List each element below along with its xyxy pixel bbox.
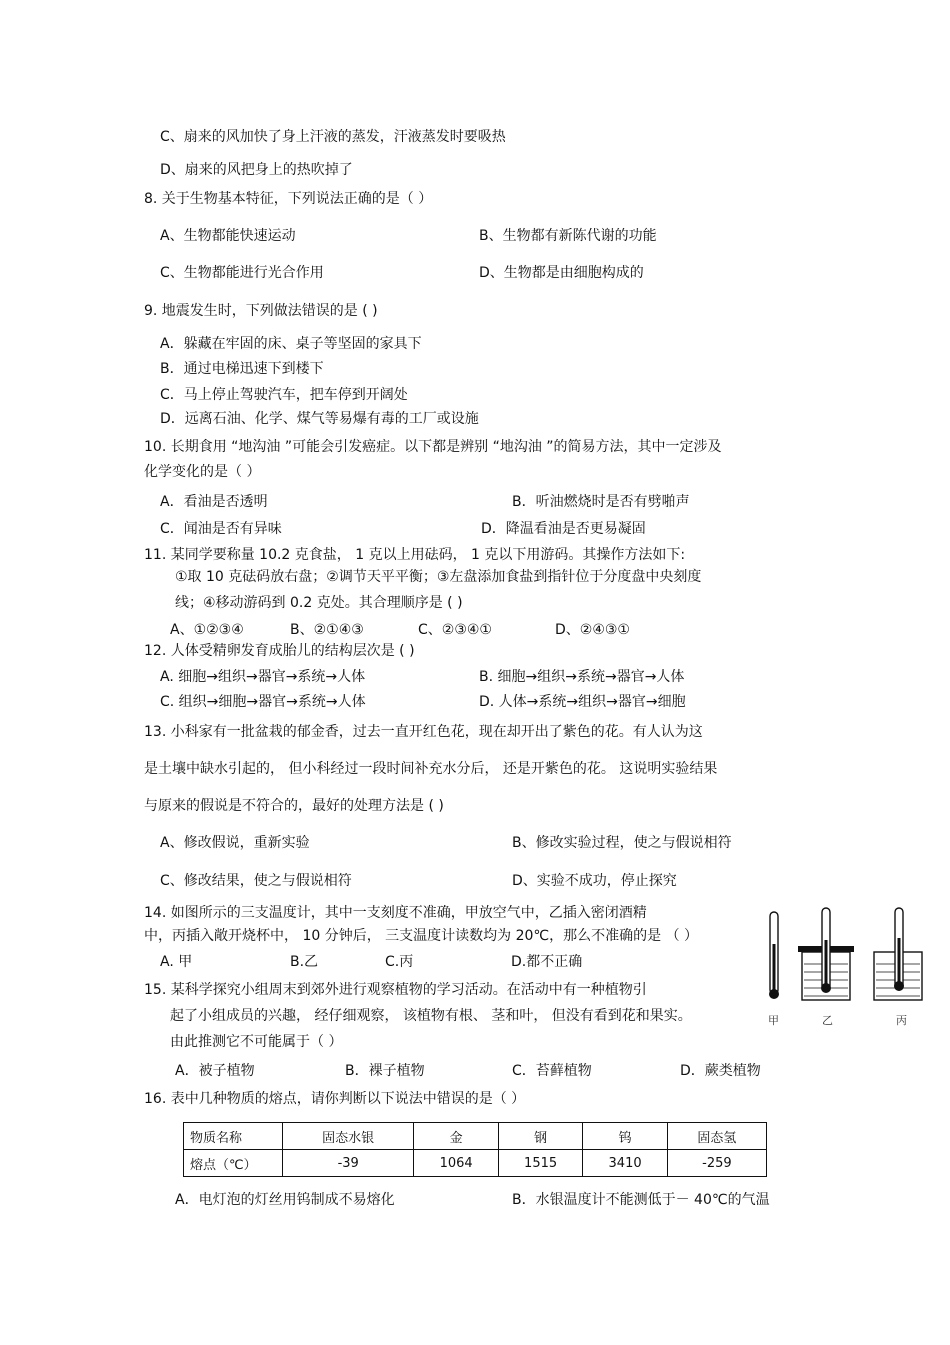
table-header-cell: 固态水银 (283, 1123, 414, 1150)
q11-option-d: D、②④③① (555, 622, 630, 638)
q13-stem-line1: 13. 小科家有一批盆栽的郁金香，过去一直开红色花，现在却开出了紫色的花。有人认为这 (144, 724, 703, 740)
q15-stem-line2: 起了小组成员的兴趣， 经仔细观察， 该植物有根、 茎和叶， 但没有看到花和果实。 (170, 1008, 692, 1024)
q8-option-d: D、生物都是由细胞构成的 (479, 265, 644, 281)
q12-option-d: D. 人体→系统→组织→器官→细胞 (479, 694, 686, 710)
q14-stem-line2: 中，丙插入敞开烧杯中， 10 分钟后， 三支温度计读数均为 20℃，那么不准确的是 （ ） (144, 928, 699, 944)
q16-option-b: B．水银温度计不能测低于－ 40℃的气温 (512, 1192, 770, 1208)
q10-option-c: C．闻油是否有异味 (160, 521, 282, 537)
q13-option-c: C、修改结果，使之与假说相符 (160, 873, 352, 889)
q13-option-d: D、实验不成功，停止探究 (512, 873, 677, 889)
q9-option-b: B．通过电梯迅速下到楼下 (160, 361, 324, 377)
q10-option-a: A．看油是否透明 (160, 494, 268, 510)
q9-option-a: A．躲藏在牢固的床、桌子等坚固的家具下 (160, 336, 422, 352)
q12-option-b: B. 细胞→组织→系统→器官→人体 (479, 669, 685, 685)
q14-option-a: A. 甲 (160, 954, 193, 970)
q11-stem-line3: 线；④移动游码到 0.2 克处。其合理顺序是 ( ) (175, 595, 463, 611)
q13-option-a: A、修改假说，重新实验 (160, 835, 310, 851)
table-header-cell: 金 (414, 1123, 498, 1150)
table-row (184, 1150, 767, 1177)
q8-option-c: C、生物都能进行光合作用 (160, 265, 324, 281)
table-header-cell: 钨 (583, 1123, 667, 1150)
thermometer-yi (798, 908, 854, 1000)
q13-option-b: B、修改实验过程，使之与假说相符 (512, 835, 732, 851)
melting-point-table (183, 1122, 767, 1177)
q14-option-d: D.都不正确 (511, 954, 583, 970)
q14-option-c: C.丙 (385, 954, 414, 970)
table-cell: -259 (667, 1150, 766, 1177)
q12-option-c: C. 组织→细胞→器官→系统→人体 (160, 694, 366, 710)
table-header-cell: 固态氢 (667, 1123, 766, 1150)
q11-option-c: C、②③④① (418, 622, 492, 638)
q10-option-d: D．降温看油是否更易凝固 (481, 521, 646, 537)
thermometer-bing (874, 908, 922, 1000)
fig-label-jia: 甲 (768, 1014, 779, 1027)
q15-option-d: D．蕨类植物 (680, 1063, 761, 1079)
table-cell: -39 (283, 1150, 414, 1177)
q10-stem-line2: 化学变化的是（ ） (144, 464, 261, 480)
thermometer-jia (769, 912, 779, 999)
q7-option-d: D、扇来的风把身上的热吹掉了 (160, 162, 353, 178)
q15-stem-line1: 15. 某科学探究小组周末到郊外进行观察植物的学习活动。在活动中有一种植物引 (144, 982, 647, 998)
table-header-cell: 物质名称 (184, 1123, 283, 1150)
q14-option-b: B.乙 (290, 954, 319, 970)
q9-option-c: C．马上停止驾驶汽车，把车停到开阔处 (160, 387, 408, 403)
table-cell: 熔点（℃） (184, 1150, 283, 1177)
q15-stem-line3: 由此推测它不可能属于（ ） (170, 1034, 343, 1050)
fig-label-yi: 乙 (822, 1014, 833, 1027)
q8-option-b: B、生物都有新陈代谢的功能 (479, 228, 657, 244)
table-header-row (184, 1123, 767, 1150)
q16-option-a: A．电灯泡的灯丝用钨制成不易熔化 (175, 1192, 395, 1208)
q12-option-a: A. 细胞→组织→器官→系统→人体 (160, 669, 366, 685)
q13-stem-line3: 与原来的假说是不符合的，最好的处理方法是 ( ) (144, 798, 444, 814)
q13-stem-line2: 是土壤中缺水引起的， 但小科经过一段时间补充水分后， 还是开紫色的花。 这说明实验结果 (144, 761, 718, 777)
q8-stem: 8. 关于生物基本特征，下列说法正确的是（ ） (144, 191, 433, 207)
q10-stem-line1: 10. 长期食用 “地沟油 ”可能会引发癌症。以下都是辨别 “地沟油 ”的简易方法，其中一定涉及 (144, 439, 722, 455)
table-cell: 1064 (414, 1150, 498, 1177)
fig-label-bing: 丙 (896, 1014, 907, 1027)
table-cell: 1515 (498, 1150, 582, 1177)
q11-stem-line1: 11. 某同学要称量 10.2 克食盐， 1 克以上用砝码， 1 克以下用游码。其操作方法如下: (144, 547, 686, 563)
q15-option-c: C．苔藓植物 (512, 1063, 592, 1079)
q15-option-b: B．裸子植物 (345, 1063, 425, 1079)
q10-option-b: B．听油燃烧时是否有劈啪声 (512, 494, 690, 510)
thermometer-figure (758, 902, 928, 1032)
q12-stem: 12. 人体受精卵发育成胎儿的结构层次是 ( ) (144, 643, 415, 659)
table-cell: 3410 (583, 1150, 667, 1177)
q11-option-a: A、①②③④ (170, 622, 244, 638)
table-header-cell: 钢 (498, 1123, 582, 1150)
q15-option-a: A．被子植物 (175, 1063, 255, 1079)
q11-stem-line2: ①取 10 克砝码放右盘；②调节天平平衡；③左盘添加食盐到指针位于分度盘中央刻度 (175, 569, 702, 585)
q7-option-c: C、扇来的风加快了身上汗液的蒸发，汗液蒸发时要吸热 (160, 129, 506, 145)
q9-option-d: D．远离石油、化学、煤气等易爆有毒的工厂或设施 (160, 411, 479, 427)
q9-stem: 9. 地震发生时，下列做法错误的是 ( ) (144, 303, 378, 319)
q8-option-a: A、生物都能快速运动 (160, 228, 296, 244)
q11-option-b: B、②①④③ (290, 622, 364, 638)
q14-stem-line1: 14. 如图所示的三支温度计，其中一支刻度不准确，甲放空气中，乙插入密闭酒精 (144, 905, 647, 921)
q16-stem: 16. 表中几种物质的熔点，请你判断以下说法中错误的是（ ） (144, 1091, 526, 1107)
